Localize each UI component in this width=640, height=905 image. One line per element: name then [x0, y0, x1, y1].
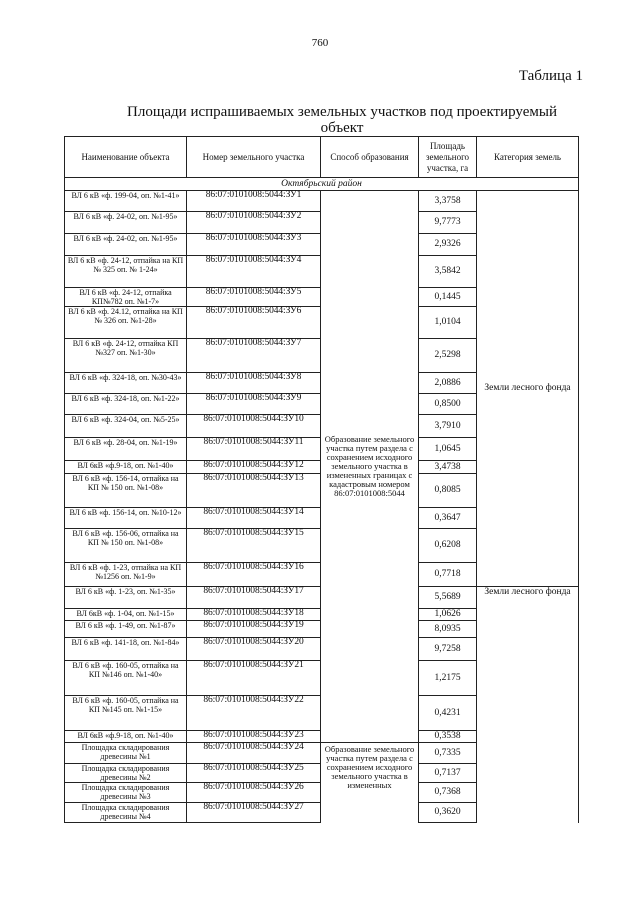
- plot-number-cell: 86:07:0101008:5044:ЗУ8: [187, 373, 321, 394]
- object-name-cell: ВЛ 6 кВ «ф. 156-14, оп. №10-12»: [65, 508, 187, 529]
- area-cell: 0,7368: [419, 783, 477, 803]
- plot-number-cell: 86:07:0101008:5044:ЗУ24: [187, 743, 321, 764]
- document-title: [112, 104, 572, 136]
- plot-number-cell: 86:07:0101008:5044:ЗУ19: [187, 621, 321, 638]
- area-cell: 9,7773: [419, 212, 477, 234]
- plot-number-cell: 86:07:0101008:5044:ЗУ26: [187, 783, 321, 803]
- header-category: Категория земель: [477, 137, 579, 178]
- area-cell: 0,4231: [419, 696, 477, 731]
- plot-number-cell: 86:07:0101008:5044:ЗУ14: [187, 508, 321, 529]
- area-cell: 3,3758: [419, 191, 477, 212]
- object-name-cell: ВЛ 6 кВ «ф. 156-06, отпайка на КП № 150 оп. №1-08»: [65, 529, 187, 563]
- area-cell: 0,3538: [419, 731, 477, 743]
- object-name-cell: Площадка складирования древесины №1: [65, 743, 187, 764]
- area-cell: 8,0935: [419, 621, 477, 638]
- plot-number-cell: 86:07:0101008:5044:ЗУ22: [187, 696, 321, 731]
- plot-number-cell: 86:07:0101008:5044:ЗУ3: [187, 234, 321, 256]
- object-name-cell: ВЛ 6 кВ «ф. 324-18, оп. №1-22»: [65, 394, 187, 415]
- plot-number-cell: 86:07:0101008:5044:ЗУ11: [187, 438, 321, 461]
- area-cell: 0,3620: [419, 803, 477, 823]
- area-cell: 1,2175: [419, 661, 477, 696]
- formation-method-cell: Образование земельного участка путем раздела с сохранением исходного земельного участка в измененных границах с кадастровым номером 86:07:0101008:5044: [321, 191, 419, 743]
- table-label: Таблица 1: [518, 68, 583, 84]
- district-label: Октябрьский район: [65, 178, 579, 191]
- header-area: Площадь земельного участка, га: [419, 137, 477, 178]
- land-category-cell: Земли лесного фонда: [477, 587, 579, 823]
- object-name-cell: ВЛ 6 кВ «ф. 324-18, оп. №30-43»: [65, 373, 187, 394]
- area-cell: 1,0645: [419, 438, 477, 461]
- area-cell: 0,1445: [419, 288, 477, 307]
- object-name-cell: ВЛ 6 кВ «ф. 141-18, оп. №1-84»: [65, 638, 187, 661]
- table-row: [65, 191, 579, 212]
- object-name-cell: ВЛ 6 кВ «ф. 156-14, отпайка на КП № 150 оп. №1-08»: [65, 474, 187, 508]
- plot-number-cell: 86:07:0101008:5044:ЗУ4: [187, 256, 321, 288]
- object-name-cell: ВЛ 6 кВ «ф. 24-12, отпайка на КП № 325 оп. № 1-24»: [65, 256, 187, 288]
- object-name-cell: ВЛ 6 кВ «ф. 1-23, оп. №1-35»: [65, 587, 187, 609]
- land-category-cell: Земли лесного фонда: [477, 191, 579, 587]
- table-header-row: [65, 137, 579, 178]
- header-number: Номер земельного участка: [187, 137, 321, 178]
- area-cell: 9,7258: [419, 638, 477, 661]
- area-cell: 0,8085: [419, 474, 477, 508]
- formation-method-cell: Образование земельного участка путем раздела с сохранением исходного земельного участка в измененных: [321, 743, 419, 823]
- district-row: [65, 178, 579, 191]
- header-name: Наименование объекта: [65, 137, 187, 178]
- plot-number-cell: 86:07:0101008:5044:ЗУ12: [187, 461, 321, 474]
- area-cell: 3,7910: [419, 415, 477, 438]
- plot-number-cell: 86:07:0101008:5044:ЗУ16: [187, 563, 321, 587]
- plot-number-cell: 86:07:0101008:5044:ЗУ2: [187, 212, 321, 234]
- object-name-cell: ВЛ 6 кВ «ф. 24-12, отпайка КП№782 оп. №1-7»: [65, 288, 187, 307]
- page-number: 760: [311, 37, 329, 49]
- object-name-cell: ВЛ 6 кВ «ф. 160-05, отпайка на КП №145 оп. №1-15»: [65, 696, 187, 731]
- object-name-cell: ВЛ 6 кВ «ф. 324-04, оп. №5-25»: [65, 415, 187, 438]
- object-name-cell: ВЛ 6 кВ «ф. 160-05, отпайка на КП №146 оп. №1-40»: [65, 661, 187, 696]
- area-cell: 2,9326: [419, 234, 477, 256]
- plot-number-cell: 86:07:0101008:5044:ЗУ27: [187, 803, 321, 823]
- plot-number-cell: 86:07:0101008:5044:ЗУ9: [187, 394, 321, 415]
- plot-number-cell: 86:07:0101008:5044:ЗУ21: [187, 661, 321, 696]
- area-cell: 0,6208: [419, 529, 477, 563]
- object-name-cell: ВЛ 6кВ «ф.9-18, оп. №1-40»: [65, 461, 187, 474]
- plot-number-cell: 86:07:0101008:5044:ЗУ20: [187, 638, 321, 661]
- plot-number-cell: 86:07:0101008:5044:ЗУ1: [187, 191, 321, 212]
- object-name-cell: ВЛ 6 кВ «ф. 1-23, отпайка на КП №1256 оп. №1-9»: [65, 563, 187, 587]
- title-line-2: объект: [320, 120, 364, 136]
- object-name-cell: Площадка складирования древесины №2: [65, 764, 187, 783]
- header-method: Способ образования: [321, 137, 419, 178]
- plot-number-cell: 86:07:0101008:5044:ЗУ13: [187, 474, 321, 508]
- object-name-cell: ВЛ 6 кВ «ф. 24-02, оп. №1-95»: [65, 234, 187, 256]
- area-cell: 0,8500: [419, 394, 477, 415]
- plot-number-cell: 86:07:0101008:5044:ЗУ25: [187, 764, 321, 783]
- plot-number-cell: 86:07:0101008:5044:ЗУ18: [187, 609, 321, 621]
- object-name-cell: ВЛ 6кВ «ф.9-18, оп. №1-40»: [65, 731, 187, 743]
- area-cell: 0,7718: [419, 563, 477, 587]
- object-name-cell: Площадка складирования древесины №3: [65, 783, 187, 803]
- plot-number-cell: 86:07:0101008:5044:ЗУ10: [187, 415, 321, 438]
- object-name-cell: ВЛ 6 кВ «ф. 24.12, отпайка на КП № 326 оп. №1-28»: [65, 307, 187, 339]
- plot-number-cell: 86:07:0101008:5044:ЗУ15: [187, 529, 321, 563]
- object-name-cell: ВЛ 6 кВ «ф. 1-49, оп. №1-87»: [65, 621, 187, 638]
- area-cell: 0,3647: [419, 508, 477, 529]
- object-name-cell: ВЛ 6 кВ «ф. 199-04, оп. №1-41»: [65, 191, 187, 212]
- area-cell: 3,4738: [419, 461, 477, 474]
- object-name-cell: ВЛ 6 кВ «ф. 24-12, отпайка КП №327 оп. №1-30»: [65, 339, 187, 373]
- land-plots-table: [64, 136, 579, 823]
- plot-number-cell: 86:07:0101008:5044:ЗУ23: [187, 731, 321, 743]
- plot-number-cell: 86:07:0101008:5044:ЗУ6: [187, 307, 321, 339]
- area-cell: 3,5842: [419, 256, 477, 288]
- area-cell: 5,5689: [419, 587, 477, 609]
- area-cell: 0,7137: [419, 764, 477, 783]
- area-cell: 2,5298: [419, 339, 477, 373]
- area-cell: 0,7335: [419, 743, 477, 764]
- plot-number-cell: 86:07:0101008:5044:ЗУ5: [187, 288, 321, 307]
- object-name-cell: ВЛ 6 кВ «ф. 28-04, оп. №1-19»: [65, 438, 187, 461]
- area-cell: 1,0104: [419, 307, 477, 339]
- object-name-cell: ВЛ 6 кВ «ф. 24-02, оп. №1-95»: [65, 212, 187, 234]
- object-name-cell: Площадка складирования древесины №4: [65, 803, 187, 823]
- plot-number-cell: 86:07:0101008:5044:ЗУ17: [187, 587, 321, 609]
- object-name-cell: ВЛ 6кВ «ф. 1-04, оп. №1-15»: [65, 609, 187, 621]
- title-line-1: Площади испрашиваемых земельных участков под проектируемый: [127, 104, 557, 120]
- area-cell: 1,0626: [419, 609, 477, 621]
- plot-number-cell: 86:07:0101008:5044:ЗУ7: [187, 339, 321, 373]
- area-cell: 2,0886: [419, 373, 477, 394]
